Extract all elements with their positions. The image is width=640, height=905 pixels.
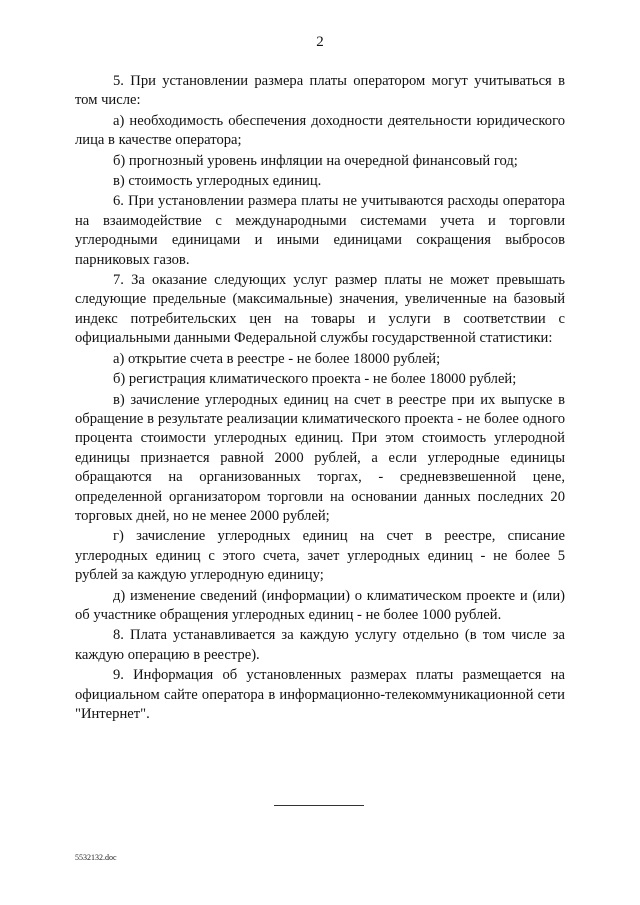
paragraph-6: 6. При установлении размера платы не учитываются расходы оператора на взаимодействие с международными системами учета и торговли углеродными единицами и иными единицами сокращения выбросов парниковых газов. <box>75 193 565 268</box>
document-file-id: 5532132.doc <box>75 853 117 862</box>
end-separator-line <box>274 805 364 806</box>
document-body <box>75 72 565 724</box>
page-number: 2 <box>316 34 324 50</box>
item-7d: г) зачисление углеродных единиц на счет в реестре, списание углеродных единиц с этого счета, зачет углеродных единиц - не более 5 рублей за каждую углеродную единицу; <box>75 528 565 584</box>
paragraph-7: 7. За оказание следующих услуг размер платы не может превышать следующие предельные (максимальные) значения, увеличенные на базовый индекс потребительских цен на товары и услуги в соответствии с официальными данными Федеральной службы государственной статистики: <box>75 272 565 347</box>
item-5a: а) необходимость обеспечения доходности деятельности юридического лица в качестве оператора; <box>75 112 565 149</box>
item-7c: в) зачисление углеродных единиц на счет в реестре при их выпуске в обращение в результате реализации климатического проекта - не более одного процента стоимости углеродных единиц. При этом стоимость углеродной единицы признается равной 2000 рублей, а если углеродные единицы обращаются на организованных торгах, - средневзвешенной цене, определенной организатором торговли на основании данных последних 20 торговых дней, но не менее 2000 рублей; <box>75 391 565 524</box>
item-7b: б) регистрация климатического проекта - не более 18000 рублей; <box>113 371 517 388</box>
item-7a: а) открытие счета в реестре - не более 18000 рублей; <box>113 350 441 367</box>
paragraph-9: 9. Информация об установленных размерах платы размещается на официальном сайте оператора в информационно-телекоммуникационной сети "Интернет". <box>75 667 565 722</box>
item-5b: б) прогнозный уровень инфляции на очередной финансовый год; <box>113 152 518 169</box>
item-7e: д) изменение сведений (информации) о климатическом проекте и (или) об участнике обращения углеродных единиц - не более 1000 рублей. <box>75 587 565 623</box>
paragraph-8: 8. Плата устанавливается за каждую услугу отдельно (в том числе за каждую операцию в реестре). <box>75 627 565 663</box>
paragraph-5: 5. При установлении размера платы оператором могут учитываться в том числе: <box>75 73 565 109</box>
item-5c: в) стоимость углеродных единиц. <box>113 173 322 190</box>
